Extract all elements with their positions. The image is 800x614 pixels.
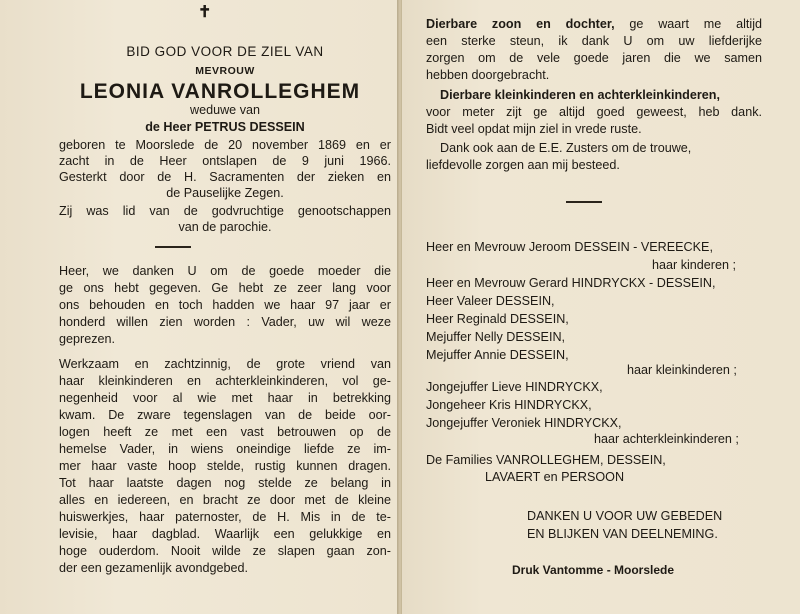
tribute-line: hemelse Vader, in wiens oneindige liefde ze im- <box>59 442 391 456</box>
bio-line: van de parochie. <box>178 220 272 234</box>
family-role: haar kleinkinderen ; <box>627 363 737 377</box>
printer-credit: Druk Vantomme - Moorslede <box>512 563 675 577</box>
farewell-line: liefdevolle zorgen aan mij besteed. <box>426 158 620 172</box>
tribute-line: levisie, haar dagblad. Waarlijk een gelukkige en <box>59 527 391 541</box>
divider <box>566 201 602 203</box>
prayer-line: honderd willen zien worden : Vader, uw wil weze <box>59 315 391 329</box>
cross-icon: ✝ <box>198 4 212 21</box>
tribute-line: mer haar vaste hoop stelde, rustig kunnen dragen. <box>59 459 391 473</box>
tribute-line: alles en iedereen, en bracht ze door met de kleine <box>59 493 391 507</box>
farewell-line: Dank ook aan de E.E. Zusters om de trouwe, <box>440 141 692 155</box>
tribute-line: negenheid voor al wie met haar in betrekking <box>59 391 391 405</box>
tribute-line: Tot haar laatste dagen nog stelde ze belang in <box>59 476 391 490</box>
bio-line: zacht in de Heer ontslapen de 9 juni 1966. <box>59 154 391 168</box>
tribute-line: der een gezamenlijk avondgebed. <box>59 561 249 575</box>
thanks-line: DANKEN U VOOR UW GEBEDEN <box>527 509 723 523</box>
left-page <box>0 0 398 614</box>
tribute-line: haar kleinkinderen en achterkleinkinderen, vol ge- <box>59 374 391 388</box>
farewell-lead: Dierbare zoon en dochter, <box>426 17 615 31</box>
family-role: haar kinderen ; <box>652 258 737 272</box>
prayer-line: geprezen. <box>59 332 116 346</box>
family-line: Mejuffer Annie DESSEIN, <box>426 348 569 362</box>
prayer-heading: BID GOD VOOR DE ZIEL VAN <box>126 44 324 59</box>
family-line: Heer en Mevrouw Jeroom DESSEIN - VEREECKE, <box>426 240 713 254</box>
family-line: De Families VANROLLEGHEM, DESSEIN, <box>426 453 666 467</box>
family-role: haar achterkleinkinderen ; <box>594 432 739 446</box>
farewell-text: ge waart me altijd <box>614 17 762 31</box>
prayer-line: ons behouden en toch hadden we haar 97 jaar er <box>59 298 391 312</box>
deceased-name: LEONIA VANROLLEGHEM <box>79 80 361 103</box>
prayer-line: Heer, we danken U om de goede moeder die <box>59 264 391 278</box>
tribute-line: huiswerkjes, haar paternoster, de H. Mis in de te- <box>59 510 391 524</box>
farewell-line: voor meter zijt ge altijd goed geweest, heb dank. <box>426 105 762 119</box>
family-line: Heer Reginald DESSEIN, <box>426 312 569 326</box>
husband-name: de Heer PETRUS DESSEIN <box>145 120 305 134</box>
prayer-line: ge ons hebt gegeven. Ge hebt ze zeer lang voor <box>59 281 391 295</box>
farewell-lead-2: Dierbare kleinkinderen en achterkleinkinderen, <box>440 88 720 102</box>
bio-line: Gesterkt door de H. Sacramenten der zieken en <box>59 170 391 184</box>
widow-of: weduwe van <box>189 103 260 117</box>
thanks-line: EN BLIJKEN VAN DEELNEMING. <box>527 527 718 541</box>
farewell-line: zorgen om de vele goede jaren die we samen <box>426 51 762 65</box>
family-line: Heer en Mevrouw Gerard HINDRYCKX - DESSEIN, <box>426 276 716 290</box>
family-line: Jongejuffer Veroniek HINDRYCKX, <box>426 416 622 430</box>
family-line: Jongeheer Kris HINDRYCKX, <box>426 398 592 412</box>
bio-line: de Pauselijke Zegen. <box>166 186 284 200</box>
tribute-line: logen heeft ze met een vast betrouwen op de <box>59 425 391 439</box>
bio-line: Zij was lid van de godvruchtige genootschappen <box>59 204 391 218</box>
family-line: Jongejuffer Lieve HINDRYCKX, <box>426 380 603 394</box>
tribute-line: hoge ouderdom. Nooit wilde ze slapen gaan zon- <box>59 544 391 558</box>
title-prefix: MEVROUW <box>195 65 255 77</box>
family-line: LAVAERT en PERSOON <box>485 470 625 484</box>
farewell-line: hebben doorgebracht. <box>426 68 550 82</box>
farewell-line: Bidt veel opdat mijn ziel in vrede ruste. <box>426 122 642 136</box>
tribute-line: kwam. De zware tegenslagen van de beide oor- <box>59 408 391 422</box>
divider <box>155 246 191 248</box>
farewell-line: een sterke steun, ik dank U om uw liefderijke <box>426 34 762 48</box>
farewell-line <box>426 17 762 32</box>
tribute-line: Werkzaam en zachtzinnig, de grote vriend van <box>59 357 391 371</box>
family-line: Heer Valeer DESSEIN, <box>426 294 555 308</box>
family-line: Mejuffer Nelly DESSEIN, <box>426 330 566 344</box>
bio-line: geboren te Moorslede de 20 november 1869 en er <box>59 138 391 152</box>
